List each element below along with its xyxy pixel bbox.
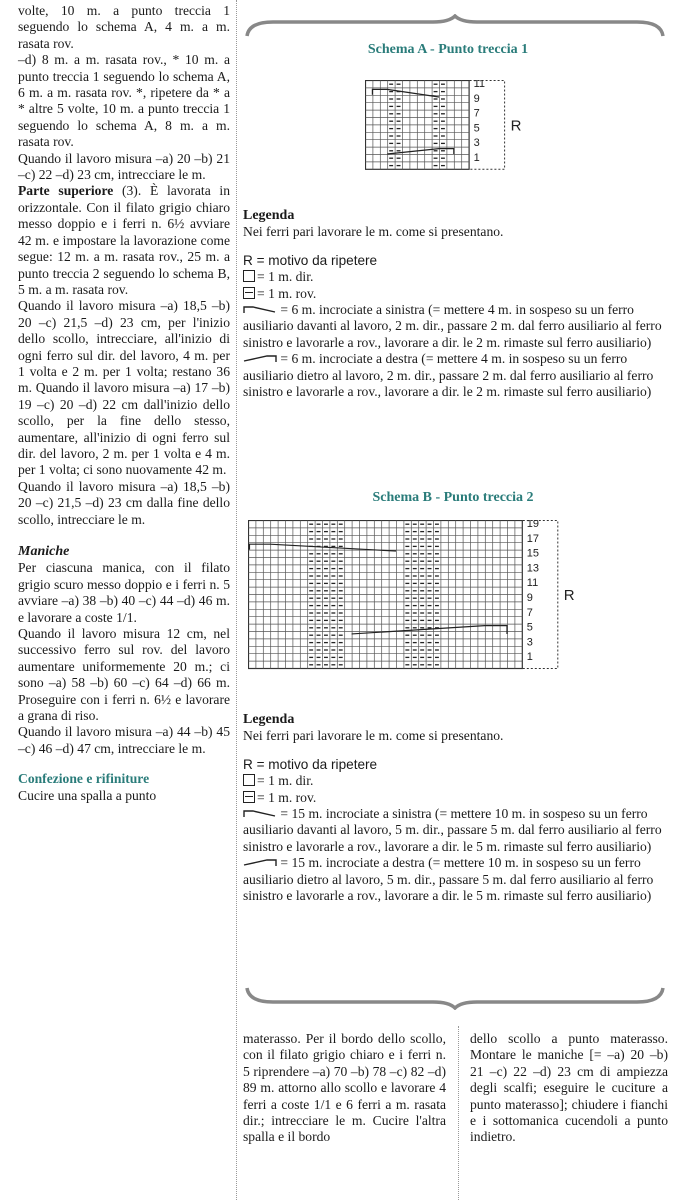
schema-b-section (243, 490, 663, 506)
schema-a-section (243, 42, 653, 58)
legend-a-intro: Nei ferri pari lavorare le m. come si presentano. (243, 224, 504, 240)
row-label: 5 (526, 621, 533, 634)
cross-left-icon (243, 304, 277, 314)
repeat-label: R (510, 117, 522, 135)
left-paragraph-4 (18, 183, 230, 298)
bottom-column-2: dello scollo a punto materasso. Montare le maniche [= –a) 20 –b) 21 –c) 22 –d) 23 cm di ampiezza degli scalfi; eseguire le cuciture a punto materasso]; chiudere i fianchi e i sottomanica cucendoli a punto indietro. (470, 1031, 668, 1145)
knit-square-icon (243, 270, 255, 282)
left-paragraph-2: –d) 8 m. a m. rasata rov., * 10 m. a punto treccia 1 seguendo lo schema A, 6 m. a m. rasata rov. *, ripetere da * a * altre 5 volte, 10 m. a punto treccia 1 seguendo lo schema A, 8 m. a m. rasata rov. (18, 52, 230, 150)
schema-a-title: Schema A - Punto treccia 1 (367, 42, 529, 57)
row-label: 11 (526, 577, 539, 590)
row-label: 5 (473, 122, 480, 135)
left-paragraph-3: Quando il lavoro misura –a) 20 –b) 21 –c) 22 –d) 23 cm, intrecciare le m. (18, 150, 230, 183)
legend-b-repeat: R = motivo da ripetere (243, 756, 378, 772)
row-label: 3 (526, 636, 533, 649)
row-label: 15 (526, 547, 540, 560)
left-paragraph-5: Quando il lavoro misura –a) 18,5 –b) 20 –c) 21,5 –d) 23 cm, per l'inizio dello scollo, intrecciare, all'inizio di ogni ferro sul dir. del lavoro, 4 m. per 1 volta e 2 m. per 1 volta; restano 36 m. Quando il lavoro misura –a) 17 –b) 19 –c) 20 –d) 22 cm dall'inizio dello scollo, per la fine dello stesso, aumentare, all'inizio di ogni ferro sul dir. del lavoro, 2 m. per 1 volta e 4 m. per 1 volta; ci sono nuovamente 42 m. (18, 298, 230, 478)
legend-b-dir: = 1 m. dir. (243, 773, 663, 789)
legend-a-cross-left: = 6 m. incrociate a sinistra (= mettere 4 m. in sospeso su un ferro ausiliario davanti al lavoro, 2 m. dir., passare 2 m. dal ferro ausiliario al ferro sinistro e lavorarle a rov., lavorare a dir. le 2 m. rimaste sul ferro ausiliario) (243, 302, 662, 350)
confezione-heading: Confezione e rifiniture (18, 771, 150, 787)
legend-b-cross-right: = 15 m. incrociate a destra (= mettere 10 m. in sospeso su un ferro ausiliario dietro al lavoro, 5 m. dir., passare 5 m. dal ferro ausiliario al ferro sinistro e lavorarle a rov., lavorare a dir. le 5 m. rimaste sul ferro ausiliario) (243, 855, 654, 904)
knit-square-icon (243, 774, 255, 786)
purl-square-icon (243, 287, 255, 299)
purl-square-icon (243, 791, 255, 803)
row-label: 1 (526, 651, 533, 664)
row-label: 9 (526, 592, 533, 605)
left-paragraph-6: Quando il lavoro misura –a) 18,5 –b) 20 –c) 21,5 –d) 23 cm dalla fine dello scollo, intrecciare le m. (18, 478, 230, 527)
row-label: 19 (526, 520, 540, 531)
column-divider (236, 0, 237, 1200)
cross-right-mark (352, 626, 507, 634)
bottom-column-1: materasso. Per il bordo dello scollo, con il filato grigio chiaro e i ferri n. 5 riprendere –a) 70 –b) 78 –c) 82 –d) 89 m. attorno allo scollo e lavorare 4 ferri a coste 1/1 e 6 ferri a m. rasata dir.; intrecciare le m. Cucire l'altra spalla e il bordo (243, 1031, 446, 1145)
legend-b-intro: Nei ferri pari lavorare le m. come si presentano. (243, 728, 504, 744)
cross-right-icon (243, 353, 277, 363)
legend-b-cross-left: = 15 m. incrociate a sinistra (= mettere 10 m. in sospeso su un ferro ausiliario davanti al lavoro, 5 m. dir., passare 5 m. dal ferro ausiliario al ferro sinistro e lavorarle a rov., lavorare a dir. le 5 m. rimaste sul ferro ausiliario) (243, 806, 662, 854)
left-paragraph-7: Per ciascuna manica, con il filato grigio scuro messo doppio e i ferri n. 5 avviare –a) 38 –b) 40 –c) 44 –d) 46 m. e lavorare a coste 1/1. (18, 560, 230, 625)
left-paragraph-8: Quando il lavoro misura 12 cm, nel successivo ferro sul rov. del lavoro aumentare uniformemente 20 m.; ci sono –a) 58 –b) 60 –c) 64 –d) 66 m. Proseguire con i ferri n. 6½ e lavorare a grana di riso. (18, 626, 230, 724)
maniche-heading: Maniche (18, 544, 70, 559)
legend-a-dir: = 1 m. dir. (243, 269, 663, 285)
row-label: 7 (526, 606, 533, 619)
row-label: 11 (473, 80, 486, 91)
row-label: 1 (473, 152, 480, 165)
legend-b-rov: = 1 m. rov. (243, 790, 663, 806)
left-column (18, 3, 230, 804)
legend-a-repeat: R = motivo da ripetere (243, 252, 378, 268)
row-label: 13 (526, 562, 540, 575)
legend-a-rov: = 1 m. rov. (243, 286, 663, 302)
row-label: 9 (473, 92, 480, 105)
cross-left-mark (372, 89, 439, 97)
legend-a (243, 200, 663, 400)
parte-superiore-text: (3). È lavorata in orizzontale. Con il filato grigio chiaro messo doppio e i ferri n. 6½ avviare 42 m. e impostare la lavorazione come segue: 12 m. a m. rasata rov., 25 m. a punto treccia 2 seguendo lo schema B, 5 m. a m. rasata rov. (18, 183, 231, 297)
left-paragraph-9: Quando il lavoro misura –a) 44 –b) 45 –c) 46 –d) 47 cm, intrecciare le m. (18, 724, 230, 756)
legend-a-cross-right: = 6 m. incrociate a destra (= mettere 4 m. in sospeso su un ferro ausiliario dietro al lavoro, 2 m. dir., passare 2 m. dal ferro ausiliario al ferro sinistro e lavorarle a rov., lavorare a dir. le 2 m. rimaste sul ferro ausiliario) (243, 351, 654, 400)
row-label: 3 (473, 137, 480, 150)
schema-a-chart (365, 80, 565, 172)
schema-b-chart (248, 520, 660, 672)
legend-b-title: Legenda (243, 712, 295, 727)
legend-a-title: Legenda (243, 208, 295, 223)
bottom-divider (458, 1026, 459, 1200)
row-label: 7 (473, 107, 480, 120)
cross-left-icon (243, 808, 277, 818)
left-paragraph-1: volte, 10 m. a punto treccia 1 seguendo lo schema A, 4 m. a m. rasata rov. (18, 3, 230, 51)
row-label: 17 (526, 532, 540, 545)
bottom-brace (243, 984, 667, 1010)
parte-superiore-heading: Parte superiore (18, 183, 114, 199)
schema-b-title: Schema B - Punto treccia 2 (372, 490, 534, 505)
legend-b (243, 704, 663, 904)
cross-right-icon (243, 857, 277, 867)
left-paragraph-10: Cucire una spalla a punto (18, 787, 157, 803)
repeat-label: R (563, 587, 575, 604)
top-brace (243, 14, 667, 40)
